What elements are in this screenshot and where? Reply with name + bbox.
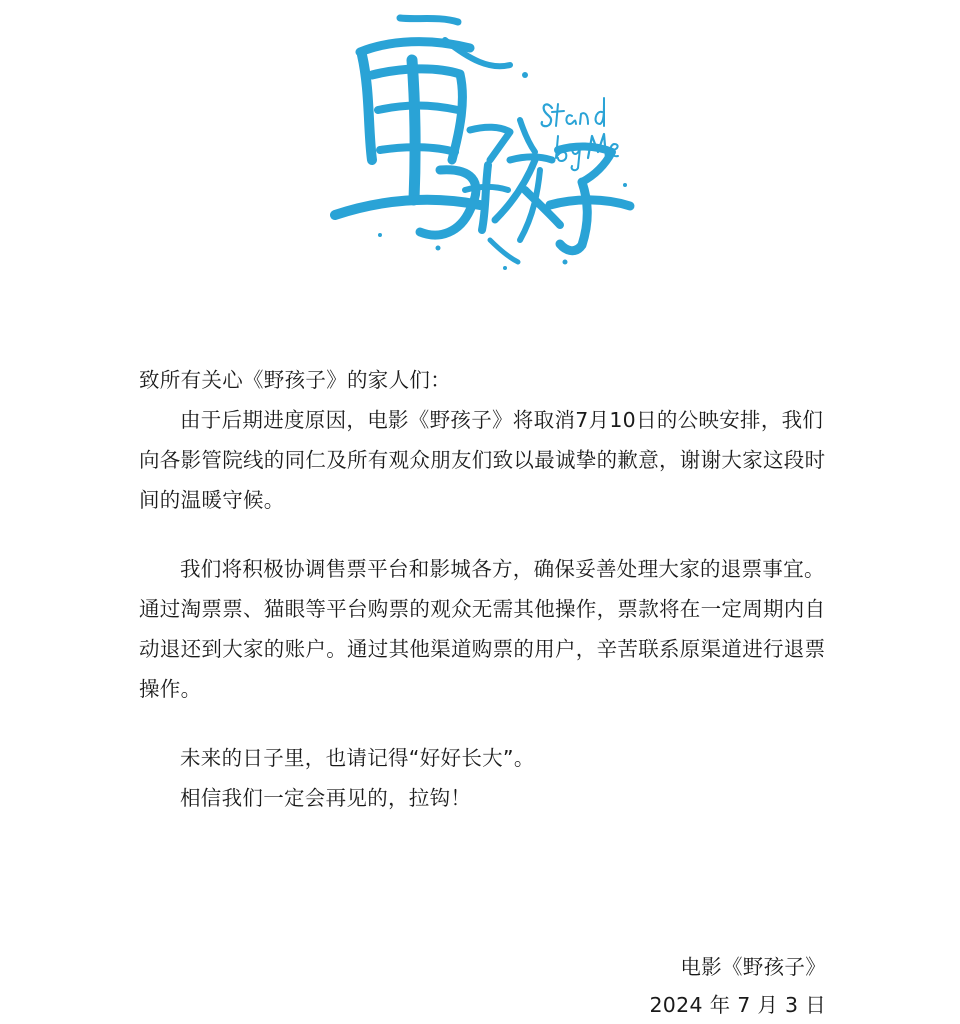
brush-calligraphy-logo-icon [320, 0, 650, 290]
letter-closing-line-2: 相信我们一定会再见的，拉钩！ [180, 786, 472, 810]
letter-greeting: 致所有关心《野孩子》的家人们： [139, 368, 451, 392]
movie-logo [320, 0, 650, 290]
letter-signature [649, 948, 826, 1024]
letter-closing-line-1: 未来的日子里，也请记得“好好长大”。 [180, 746, 535, 770]
letter-paragraph-schedule: 由于后期进度原因，电影《野孩子》将取消7月10日的公映安排，我们向各影管院线的同仁及所有观众朋友们致以最诚挚的歉意，谢谢大家这段时间的温暖守候。 [139, 408, 826, 512]
signature-date: 2024 年 7 月 3 日 [649, 993, 826, 1017]
letter-paragraph-refund: 我们将积极协调售票平台和影城各方，确保妥善处理大家的退票事宜。通过淘票票、猫眼等平台购票的观众无需其他操作，票款将在一定周期内自动退还到大家的账户。通过其他渠道购票的用户，辛苦联系原渠道进行退票操作。 [139, 557, 826, 701]
signature-sender: 电影《野孩子》 [680, 955, 826, 979]
letter-body [139, 360, 839, 818]
